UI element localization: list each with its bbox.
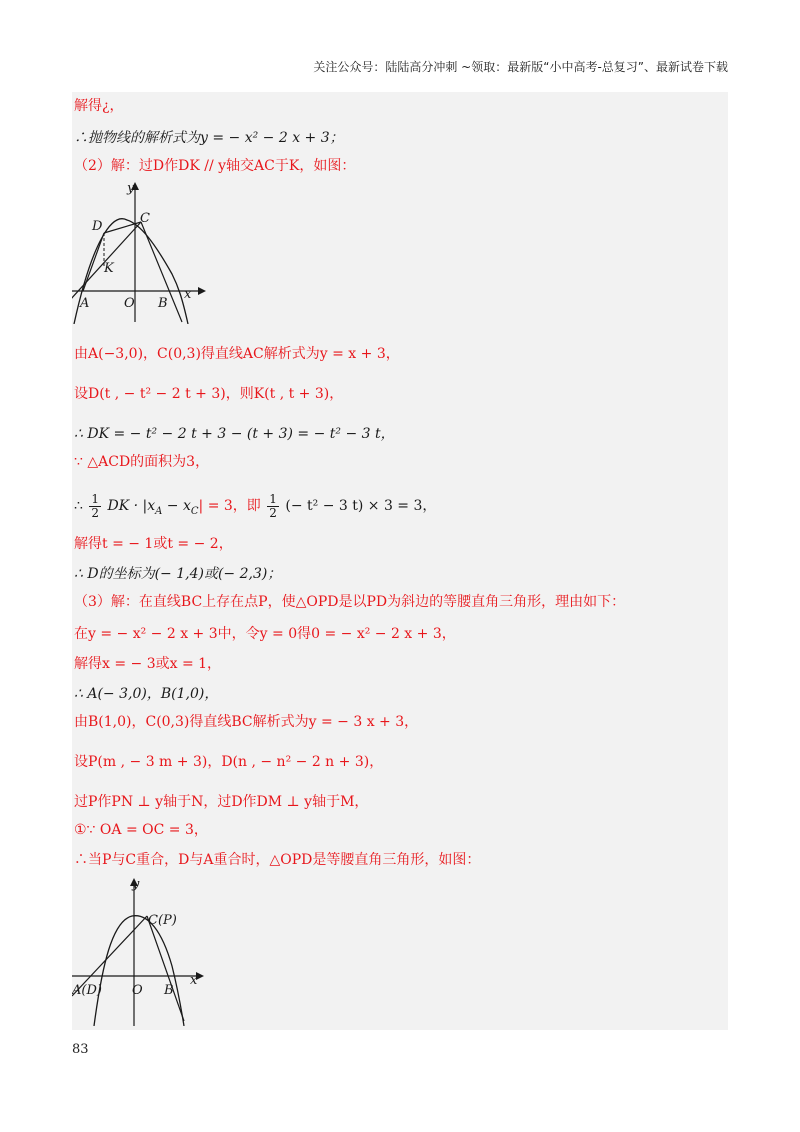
fig1-label-o: O [124, 296, 135, 311]
line-perp: 过P作PN ⊥ y轴于N，过D作DM ⊥ y轴于M， [74, 794, 369, 810]
line-solve: 解得¿， [74, 98, 124, 114]
line-a-b: ∴ A(− 3,0)，B(1,0)， [74, 686, 219, 702]
line-area-eq: ∴ $\frac{1}{2}$ DK · $|x_A - x_C| = 3$，即 $\frac{1}{2}$ (− t² − 3 t) × 3 = 3， [74, 491, 437, 520]
line-parabola: ∴抛物线的解析式为y = − x² − 2 x + 3； [74, 130, 344, 146]
fig1-label-y: y [127, 182, 135, 196]
line-bc: 由B(1,0)，C(0,3)得直线BC解析式为y = − 3 x + 3， [74, 714, 419, 730]
fig2-label-x: x [190, 973, 198, 988]
fig1-label-k: K [104, 261, 114, 276]
fig2-label-ad: A(D) [72, 983, 102, 998]
line-oa-oc: ①∵ OA = OC = 3， [74, 822, 208, 838]
fig1-label-d: D [92, 219, 103, 234]
fig2-label-b: B [164, 983, 174, 998]
line-area: ∵ △ACD的面积为3， [74, 454, 210, 470]
line-part3: （3）解：在直线BC上存在点P，使△OPD是以PD为斜边的等腰直角三角形，理由如下： [74, 594, 626, 610]
line-dk: ∴ DK = − t² − 2 t + 3 − (t + 3) = − t² − 3 t， [74, 426, 395, 442]
fraction-half-2: $\frac{1}{2}$ [269, 491, 277, 520]
abs-expr: DK · |x [107, 498, 156, 514]
fig2-label-o: O [132, 983, 143, 998]
line-d-coords: ∴ D的坐标为(− 1,4)或(− 2,3)； [74, 566, 282, 582]
fig1-label-c: C [140, 211, 150, 226]
line-set-p-d: 设P(m , − 3 m + 3)，D(n , − n² − 2 n + 3)， [74, 754, 384, 770]
fig2-label-y: y [132, 877, 140, 892]
fig2-label-cp: C(P) [148, 913, 177, 928]
line-set-y0: 在y = − x² − 2 x + 3中，令y = 0得0 = − x² − 2 x + 3， [74, 626, 456, 642]
fig1-label-x: x [184, 287, 192, 302]
fig1-label-a: A [80, 296, 90, 311]
fig1-label-b: B [158, 296, 168, 311]
solution-content [72, 92, 728, 1030]
area-eq-rest: (− t² − 3 t) × 3 = 3， [285, 498, 437, 514]
line-solve-x: 解得x = − 3或x = 1， [74, 656, 222, 672]
line-set-d: 设D(t , − t² − 2 t + 3)，则K(t , t + 3)， [74, 386, 344, 402]
line-case1: ∴当P与C重合，D与A重合时，△OPD是等腰直角三角形，如图： [74, 852, 481, 868]
fraction-half-1: $\frac{1}{2}$ [91, 491, 100, 520]
figure-1 [72, 182, 212, 324]
line-part2: （2）解：过D作DK // y轴交AC于K，如图： [74, 158, 356, 174]
figure-2 [72, 876, 212, 1026]
page-header: 关注公众号：陆陆高分冲刺 ~领取：最新版“小中高考-总复习”、最新试卷下载 [313, 60, 728, 74]
line-solve-t: 解得t = − 1或t = − 2， [74, 536, 233, 552]
page-number: 83 [72, 1042, 89, 1057]
line-ac: 由A(−3,0)，C(0,3)得直线AC解析式为y = x + 3， [74, 346, 400, 362]
therefore-sym: ∴ [74, 498, 83, 514]
